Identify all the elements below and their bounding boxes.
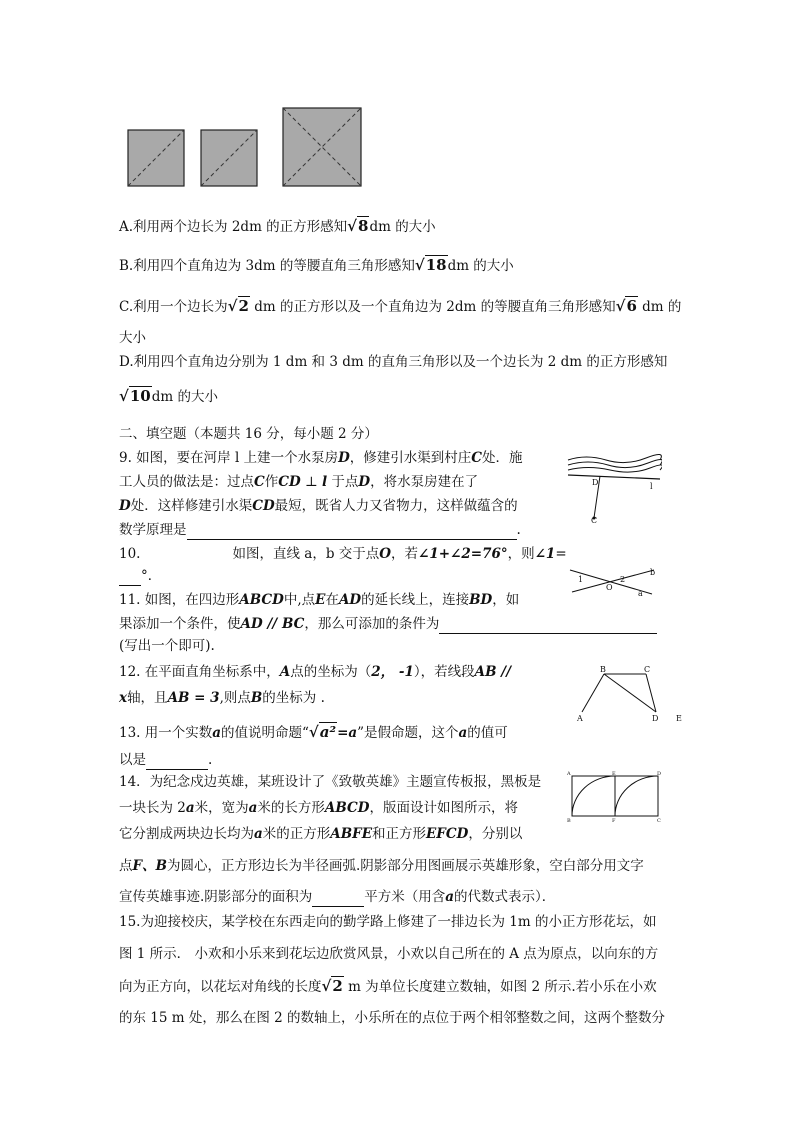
- q14-line2: 一块长为 2a米，宽为a米的长方形ABCD，版面设计如图所示，将: [119, 800, 518, 816]
- q9-line3: D处．这样修建引水渠CD最短，既省人力又省物力，这样做蕴含的: [119, 498, 518, 514]
- option-a: A.利用两个边长为 2dm 的正方形感知√8dm 的大小: [119, 217, 436, 235]
- q15-line2: 图 1 所示． 小欢和小乐来到花坛边欣赏风景，小欢以自己所在的 A 点为原点，以向东的方: [119, 946, 659, 962]
- section-title: 二、填空题（本题共 16 分，每小题 2 分）: [119, 426, 378, 442]
- label-e: E: [676, 714, 682, 723]
- q11-figure: [574, 664, 684, 724]
- label-b: B: [567, 818, 571, 822]
- label-c: C: [591, 516, 598, 524]
- q13-line1: 13. 用一个实数a的值说明命题“√a²=a”是假命题，这个a的值可: [119, 723, 508, 741]
- q9-line1: 9. 如图，要在河岸 l 上建一个水泵房D，修建引水渠到村庄C处．施: [119, 450, 523, 466]
- label-c: C: [657, 818, 661, 822]
- label-a: A: [567, 771, 571, 777]
- small-square-1: [128, 130, 184, 186]
- q15-line1: 15.为迎接校庆，某学校在东西走向的勤学路上修建了一排边长为 1m 的小正方形花坛，如: [119, 914, 657, 930]
- q9-line4: 数学原理是 .: [119, 522, 521, 538]
- q15-line3: 向为正方向，以花坛对角线的长度√2 m 为单位长度建立数轴，如图 2 所示.若小乐在小欢: [119, 977, 657, 995]
- option-d: D.利用四个直角边分别为 1 dm 和 3 dm 的直角三角形以及一个边长为 2 dm 的正方形感知: [119, 354, 668, 370]
- squares-figure: [126, 106, 366, 190]
- q10-line1: 10. 如图，直线 a，b 交于点O，若∠1+∠2=76°，则∠1=: [119, 546, 567, 562]
- q9-line2: 工人员的做法是：过点C作CD ⊥ l 于点D，将水泵房建在了: [119, 474, 479, 490]
- option-d-cont: √10dm 的大小: [119, 387, 218, 405]
- answer-blank[interactable]: [146, 753, 208, 770]
- label-a: a: [638, 589, 643, 598]
- label-b: B: [600, 665, 606, 674]
- label-d: D: [652, 714, 659, 723]
- q10-figure: [568, 562, 660, 598]
- label-l: l: [650, 482, 653, 491]
- answer-blank[interactable]: [187, 523, 517, 540]
- label-1: 1: [578, 575, 584, 584]
- large-square: [283, 108, 361, 186]
- answer-blank[interactable]: [119, 569, 141, 586]
- q11-line2: 果添加一个条件，使AD // BC，那么可添加的条件为: [119, 614, 657, 634]
- q9-figure: [566, 452, 662, 524]
- label-d: D: [592, 478, 599, 487]
- label-f: F: [612, 818, 616, 822]
- label-d: D: [657, 771, 662, 777]
- label-a: A: [577, 714, 583, 723]
- label-b: b: [650, 568, 656, 577]
- answer-blank[interactable]: [312, 890, 364, 907]
- option-c-cont: 大小: [119, 330, 146, 346]
- q14-line5: 宣传英雄事迹.阴影部分的面积为 平方米（用含a的代数式表示）．: [119, 889, 556, 905]
- option-c: C.利用一个边长为√2 dm 的正方形以及一个直角边为 2dm 的等腰直角三角形感知√6 dm 的: [119, 297, 682, 315]
- q12-line1: 12. 在平面直角坐标系中，A点的坐标为（2， -1），若线段AB //: [119, 664, 512, 680]
- q15-line4: 的东 15 m 处，那么在图 2 的数轴上，小乐所在的点位于两个相邻整数之间，这两个整数分: [119, 1010, 666, 1026]
- label-2: 2: [620, 575, 626, 584]
- q14-line4: 点F、B为圆心，正方形边长为半径画弧.阴影部分用图画展示英雄形象，空白部分用文字: [119, 858, 644, 874]
- q13-line2: 以是 .: [119, 752, 213, 768]
- label-e: E: [612, 771, 616, 777]
- q10-line2: °．: [119, 566, 161, 586]
- answer-blank[interactable]: [439, 617, 657, 634]
- q14-line1: 14．为纪念戍边英雄，某班设计了《致敬英雄》主题宣传板报，黑板是: [119, 774, 542, 790]
- q14-line3: 它分割成两块边长均为a米的正方形ABFE和正方形EFCD，分别以: [119, 826, 523, 842]
- label-o: O: [606, 583, 613, 592]
- q14-figure: [566, 770, 664, 822]
- q11-line3: (写出一个即可).: [119, 638, 215, 654]
- small-square-2: [201, 130, 257, 186]
- option-b: B.利用四个直角边为 3dm 的等腰直角三角形感知√18dm 的大小: [119, 256, 514, 274]
- q12-line2: x轴，且AB = 3,则点B的坐标为 .: [119, 690, 325, 706]
- q11-line1: 11. 如图，在四边形ABCD中,点E在AD的延长线上，连接BD，如: [119, 592, 520, 608]
- label-c: C: [644, 665, 651, 674]
